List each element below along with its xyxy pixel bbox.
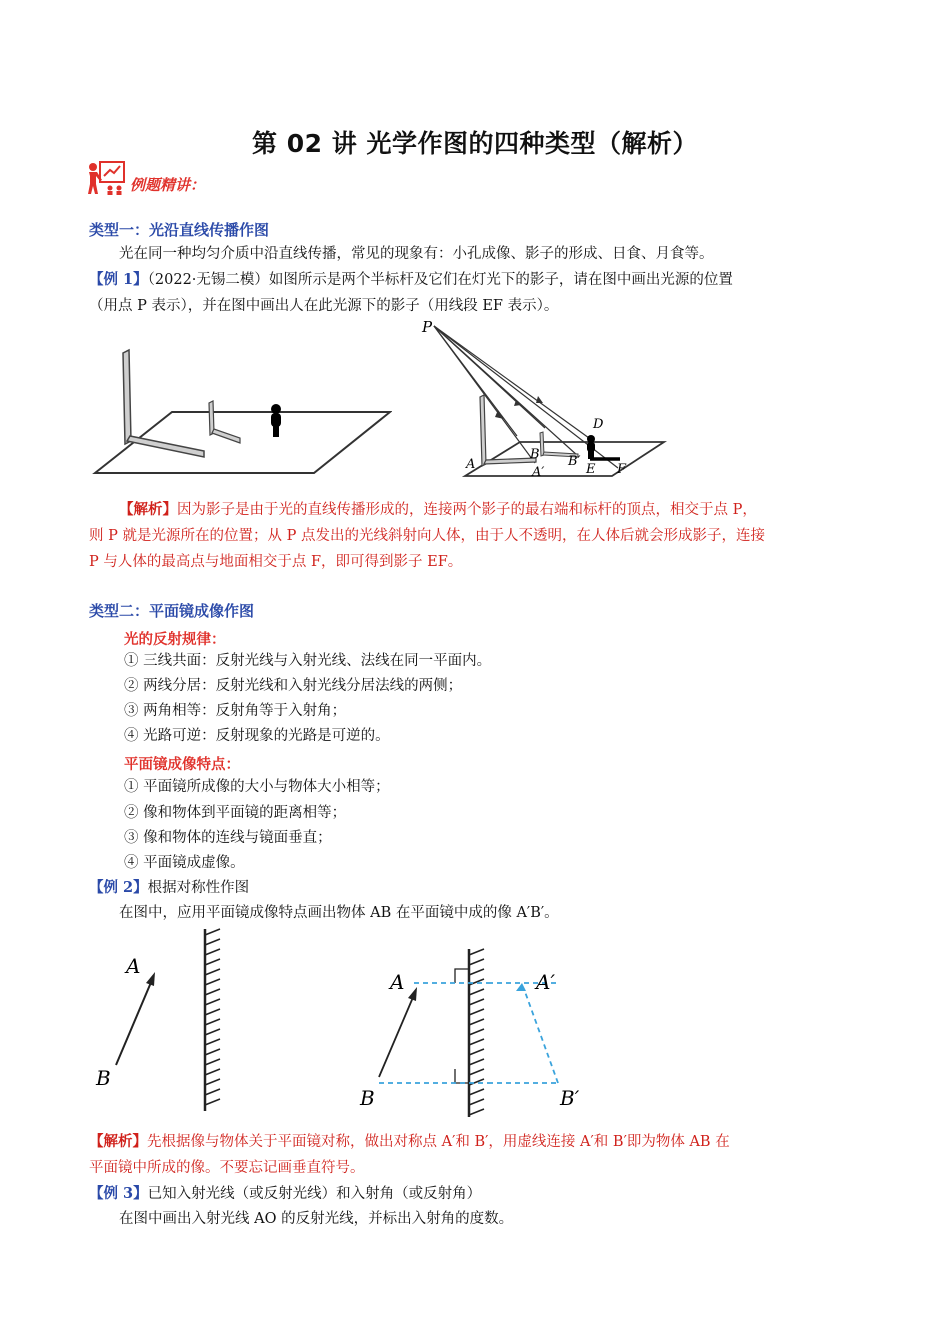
label-P: P (422, 318, 433, 336)
law-title: 光的反射规律： (124, 631, 226, 648)
example1-figure-solution (420, 318, 670, 483)
feature-2: ② 像和物体到平面镜的距离相等； (124, 805, 347, 821)
type1-intro: 光在同一种均匀介质中沿直线传播，常见的现象有：小孔成像、影子的形成、日食、月食等。 (119, 246, 714, 262)
example2-sub: 在图中，应用平面镜成像特点画出物体 AB 在平面镜中成的像 A′B′。 (119, 905, 559, 921)
analysis2-tag: 【解析】 (89, 1133, 147, 1150)
analysis1-tag: 【解析】 (119, 501, 177, 518)
analysis1-line2: 则 P 就是光源所在的位置；从 P 点发出的光线斜射向人体，由于人不透明，在人体后就会形成影子，连接 (89, 528, 765, 544)
type2-heading: 类型二：平面镜成像作图 (89, 602, 255, 620)
feature-title: 平面镜成像特点： (124, 756, 240, 773)
law-2: ② 两线分居：反射光线和入射光线分居法线的两侧； (124, 678, 463, 694)
label-D: D (593, 417, 604, 432)
teacher-icon (86, 160, 126, 196)
analysis1-line1 (119, 497, 757, 523)
ex2s-label-B: B (360, 1086, 375, 1110)
law-3: ③ 两角相等：反射角等于入射角； (124, 703, 347, 719)
label-B1: B′ (568, 454, 581, 469)
label-E: E (586, 462, 596, 477)
example2-figure-solution (356, 945, 606, 1120)
analysis2-text1: 先根据像与物体关于平面镜对称，做出对称点 A′和 B′，用虚线连接 A′和 B′即为物体 AB 在 (147, 1134, 730, 1150)
example3-line (89, 1181, 481, 1207)
label-B: B (530, 447, 540, 462)
feature-3: ③ 像和物体的连线与镜面垂直； (124, 830, 332, 846)
analysis2-line2: 平面镜中所成的像。不要忘记画垂直符号。 (89, 1160, 365, 1176)
example3-text: 已知入射光线（或反射光线）和入射角（或反射角） (147, 1186, 482, 1202)
example2-line (89, 875, 249, 901)
example1-tag: 【例 1】 (89, 271, 148, 288)
analysis1-line3: P 与人体的最高点与地面相交于点 F，即可得到影子 EF。 (89, 554, 463, 570)
analysis2-line1 (89, 1129, 730, 1155)
example1-text1: （2022·无锡二模）如图所示是两个半标杆及它们在灯光下的影子，请在图中画出光源的位置 (147, 272, 733, 288)
example1-figure-original (92, 345, 392, 480)
example2-tag: 【例 2】 (89, 879, 148, 896)
example1-line1 (89, 267, 733, 293)
label-A1: A′ (532, 465, 545, 480)
feature-4: ④ 平面镜成虚像。 (124, 855, 245, 871)
example3-tag: 【例 3】 (89, 1185, 148, 1202)
ex2s-label-B1: B′ (560, 1086, 580, 1110)
type1-heading: 类型一：光沿直线传播作图 (89, 221, 270, 239)
page-title: 第 02 讲 光学作图的四种类型（解析） (252, 129, 698, 158)
example1-text2: （用点 P 表示），并在图中画出人在此光源下的影子（用线段 EF 表示）。 (89, 298, 559, 314)
analysis1-text1: 因为影子是由于光的直线传播形成的，连接两个影子的最右端和标杆的顶点，相交于点 P， (177, 502, 757, 518)
label-F: F (617, 462, 627, 477)
example2-text: 根据对称性作图 (147, 880, 250, 896)
law-4: ④ 光路可逆：反射现象的光路是可逆的。 (124, 728, 390, 744)
label-A: A (466, 457, 476, 472)
ex2s-label-A: A (390, 970, 405, 994)
example3-sub: 在图中画出入射光线 AO 的反射光线，并标出入射角的度数。 (119, 1211, 514, 1227)
ex2-label-A: A (126, 954, 141, 978)
ex2s-label-A1: A′ (536, 970, 555, 994)
ex2-label-B: B (96, 1066, 111, 1090)
feature-1: ① 平面镜所成像的大小与物体大小相等； (124, 779, 390, 795)
section-label: 例题精讲： (130, 176, 206, 194)
example2-figure-original (92, 925, 242, 1115)
law-1: ① 三线共面：反射光线与入射光线、法线在同一平面内。 (124, 653, 492, 669)
